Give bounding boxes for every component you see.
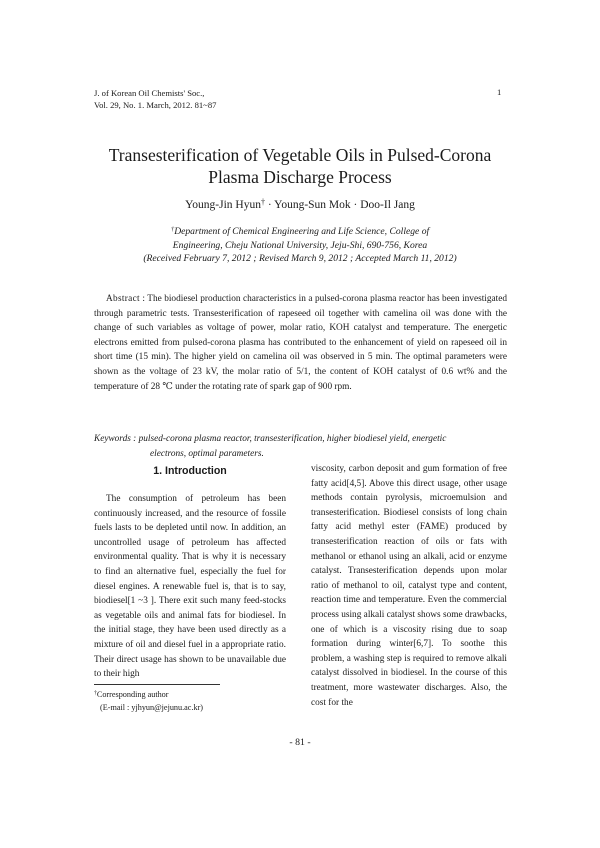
other-authors: · Young-Sun Mok · Doo-Il Jang (265, 199, 415, 211)
author-1: Young-Jin Hyun (185, 199, 261, 211)
footnote-email: (E-mail : yjhyun@jejunu.ac.kr) (100, 702, 204, 712)
footnote (94, 689, 203, 714)
affiliation (60, 225, 540, 266)
paper-title (60, 144, 540, 188)
journal-name: J. of Korean Oil Chemists' Soc., (94, 88, 205, 98)
header-page-number: 1 (497, 87, 502, 97)
footnote-divider (94, 684, 220, 685)
section-heading: 1. Introduction (153, 465, 227, 477)
received-dates: (Received February 7, 2012 ; Revised March 9, 2012 ; Accepted March 11, 2012) (143, 253, 457, 264)
author-list (60, 199, 540, 211)
title-line-2: Plasma Discharge Process (208, 167, 392, 187)
keywords-label: Keywords (94, 434, 131, 444)
footnote-mark: † (94, 690, 97, 697)
affiliation-line-2: Engineering, Cheju National University, Jeju-Shi, 690-756, Korea (172, 239, 428, 251)
abstract-text: : The biodiesel production characteristics in a pulsed-corona plasma reactor has been investigated through parametric tests. Transesterification of rapeseed oil together with camelina oil was done with the change of such variables as voltage of power, molar ratio, KOH catalyst and temperature. The energetic electrons emitted from pulsed-corona plasma has contributed to the enhancement of yield on rapeseed oil in short time (15 min). The higher yield on camelina oil was observed in 5 min. The optimal parameters were shown as the voltage of 23 kV, the molar ratio of 5/1, the content of KOH catalyst of 0.6 wt% and the temperature of 28 ℃ under the rotating rate of spark gap of 900 rpm. (94, 294, 507, 392)
body-column-left: The consumption of petroleum has been continuously increased, and the resource of fossile fuels lasts to be depleted until now. In addition, an uncontrolled usage of petroleum has affected environmental quality. That is why it is necessary to find an alternative fuel, especially the fuel for diesel engines. A renewable fuel is, that is to say, biodiesel[1 ~3 ]. There exit such many feed-stocks as vegetable oils and animal fats for biodiesel. In the initial stage, they have been used directly as a mixture of oil and diesel fuel in a appropriate ratio. Their direct usage has shown to be unavailable due to their high (94, 494, 286, 680)
abstract (94, 292, 507, 394)
corresponding-mark: † (260, 197, 266, 207)
footnote-line-1: Corresponding author (96, 690, 169, 699)
journal-volume: Vol. 29, No. 1. March, 2012. 81~87 (94, 100, 217, 110)
page-number-footer: - 81 - (289, 737, 311, 748)
title-line-1: Transesterification of Vegetable Oils in Pulsed-Corona (108, 145, 492, 165)
body-column-right: viscosity, carbon deposit and gum formation of free fatty acid[4,5]. Above this direct usage, other usage methods contain pyrolysis, microemulsion and transesterification. Biodiesel consists of long chain fatty acid methyl ester (FAME) produced by transesterification reaction of oils or fats with methanol or ethanol using an alkali, acid or enzyme catalyst. Transesterification depends upon molar ratio of methanol to oil, catalyst type and content, reaction time and temperature. Even the commercial process using alkali catalyst shows some drawbacks, one of which is a viscosity rising due to soap formation during winter[6,7]. To soothe this problem, a washing step is required to remove alkali catalyst dissolved in biodiesel. In the course of this treatment, more wastewater discharges. Also, the cost for the (311, 464, 507, 708)
abstract-label: Abstract (106, 294, 140, 304)
affiliation-line-1: Department of Chemical Engineering and Life Science, College of (174, 226, 430, 237)
keywords-line-2: electrons, optimal parameters. (150, 448, 264, 459)
keywords-line-1: : pulsed-corona plasma reactor, transesterification, higher biodiesel yield, energetic (130, 434, 447, 444)
journal-header (94, 87, 216, 111)
keywords (94, 432, 507, 461)
affiliation-mark: † (170, 225, 175, 233)
